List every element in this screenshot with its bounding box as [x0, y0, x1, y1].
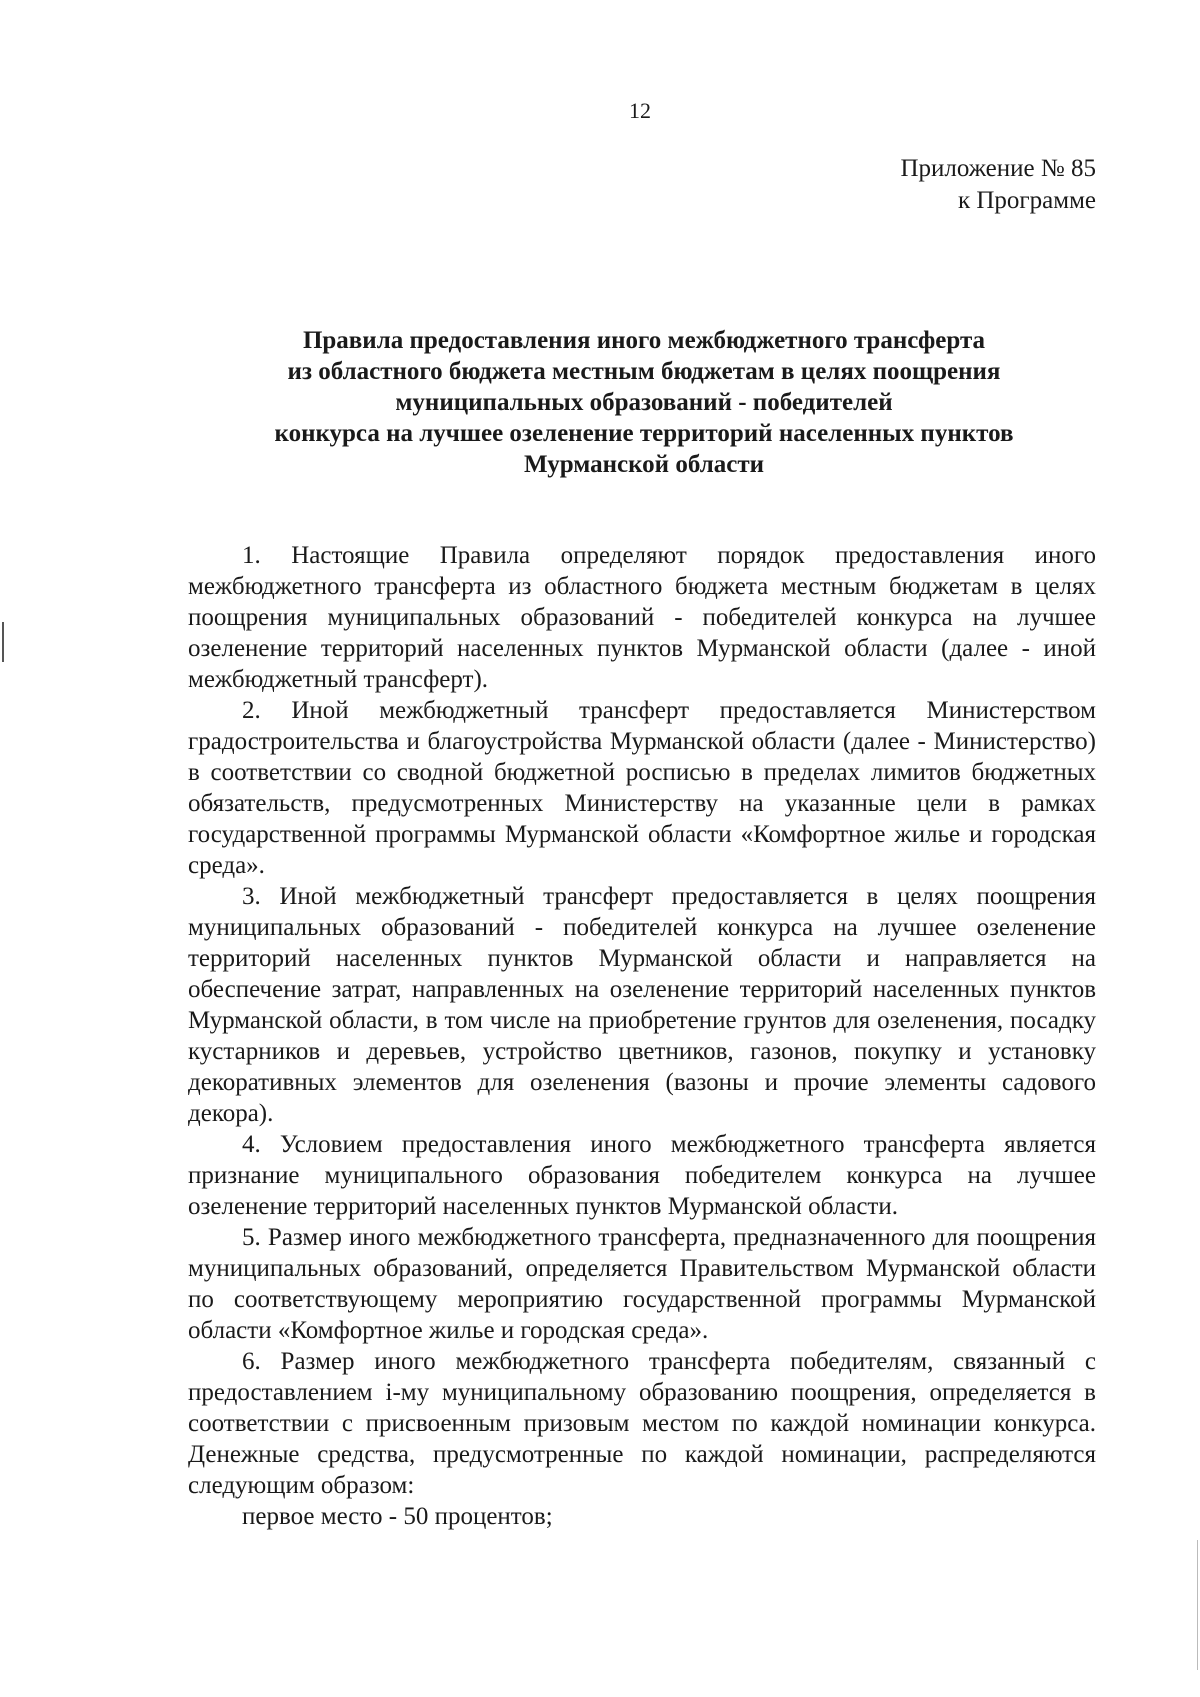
paragraph-first-place: первое место - 50 процентов;	[242, 1503, 553, 1530]
paragraph-3: 3. Иной межбюджетный трансферт предоставляется в целях поощрения муниципальных образований - победителей конкурса на лучшее озеленение территорий населенных пунктов Мурманской области и направляется на обеспечение затрат, направленных на озеленение территорий населенных пунктов Мурманской области, в том числе на приобретение грунтов для озеленения, посадку кустарников и деревьев, устройство цветников, газонов, покупку и установку декоративных элементов для озеленения (вазоны и прочие элементы садового декора).	[188, 883, 1096, 1127]
document-body	[188, 540, 1096, 1532]
scan-edge-mark	[2, 622, 4, 662]
paragraph-1: 1. Настоящие Правила определяют порядок предоставления иного межбюджетного трансферта из областного бюджета местным бюджетам в целях поощрения муниципальных образований - победителей конкурса на лучшее озеленение территорий населенных пунктов Мурманской области (далее - иной межбюджетный трансферт).	[188, 542, 1096, 693]
page-number: 12	[629, 98, 651, 123]
paragraph-6: 6. Размер иного межбюджетного трансферта победителям, связанный с предоставлением i-му муниципальному образованию поощрения, определяется в соответствии с присвоенным призовым местом по каждой номинации конкурса. Денежные средства, предусмотренные по каждой номинации, распределяются следующим образом:	[188, 1348, 1096, 1499]
title-line: конкурса на лучшее озеленение территорий населенных пунктов	[274, 420, 1014, 447]
document-title	[160, 325, 1128, 480]
paragraph-2: 2. Иной межбюджетный трансферт предоставляется Министерством градостроительства и благоустройства Мурманской области (далее - Министерство) в соответствии со сводной бюджетной росписью в пределах лимитов бюджетных обязательств, предусмотренных Министерству на указанные цели в рамках государственной программы Мурманской области «Комфортное жилье и городская среда».	[188, 697, 1096, 879]
paragraph-5: 5. Размер иного межбюджетного трансферта, предназначенного для поощрения муниципальных образований, определяется Правительством Мурманской области по соответствующему мероприятию государственной программы Мурманской области «Комфортное жилье и городская среда».	[188, 1224, 1096, 1344]
paragraph-4: 4. Условием предоставления иного межбюджетного трансферта является признание муниципального образования победителем конкурса на лучшее озеленение территорий населенных пунктов Мурманской области.	[188, 1131, 1096, 1220]
title-line: Правила предоставления иного межбюджетного трансферта	[302, 327, 986, 354]
title-line: из областного бюджета местным бюджетам в целях поощрения	[287, 358, 1001, 385]
title-line: Мурманской области	[523, 451, 765, 478]
appendix-program: к Программе	[957, 187, 1096, 214]
appendix-number: Приложение № 85	[900, 155, 1096, 182]
appendix-reference	[900, 153, 1096, 217]
title-line: муниципальных образований - победителей	[395, 389, 893, 416]
scan-edge-mark	[1197, 1540, 1198, 1670]
